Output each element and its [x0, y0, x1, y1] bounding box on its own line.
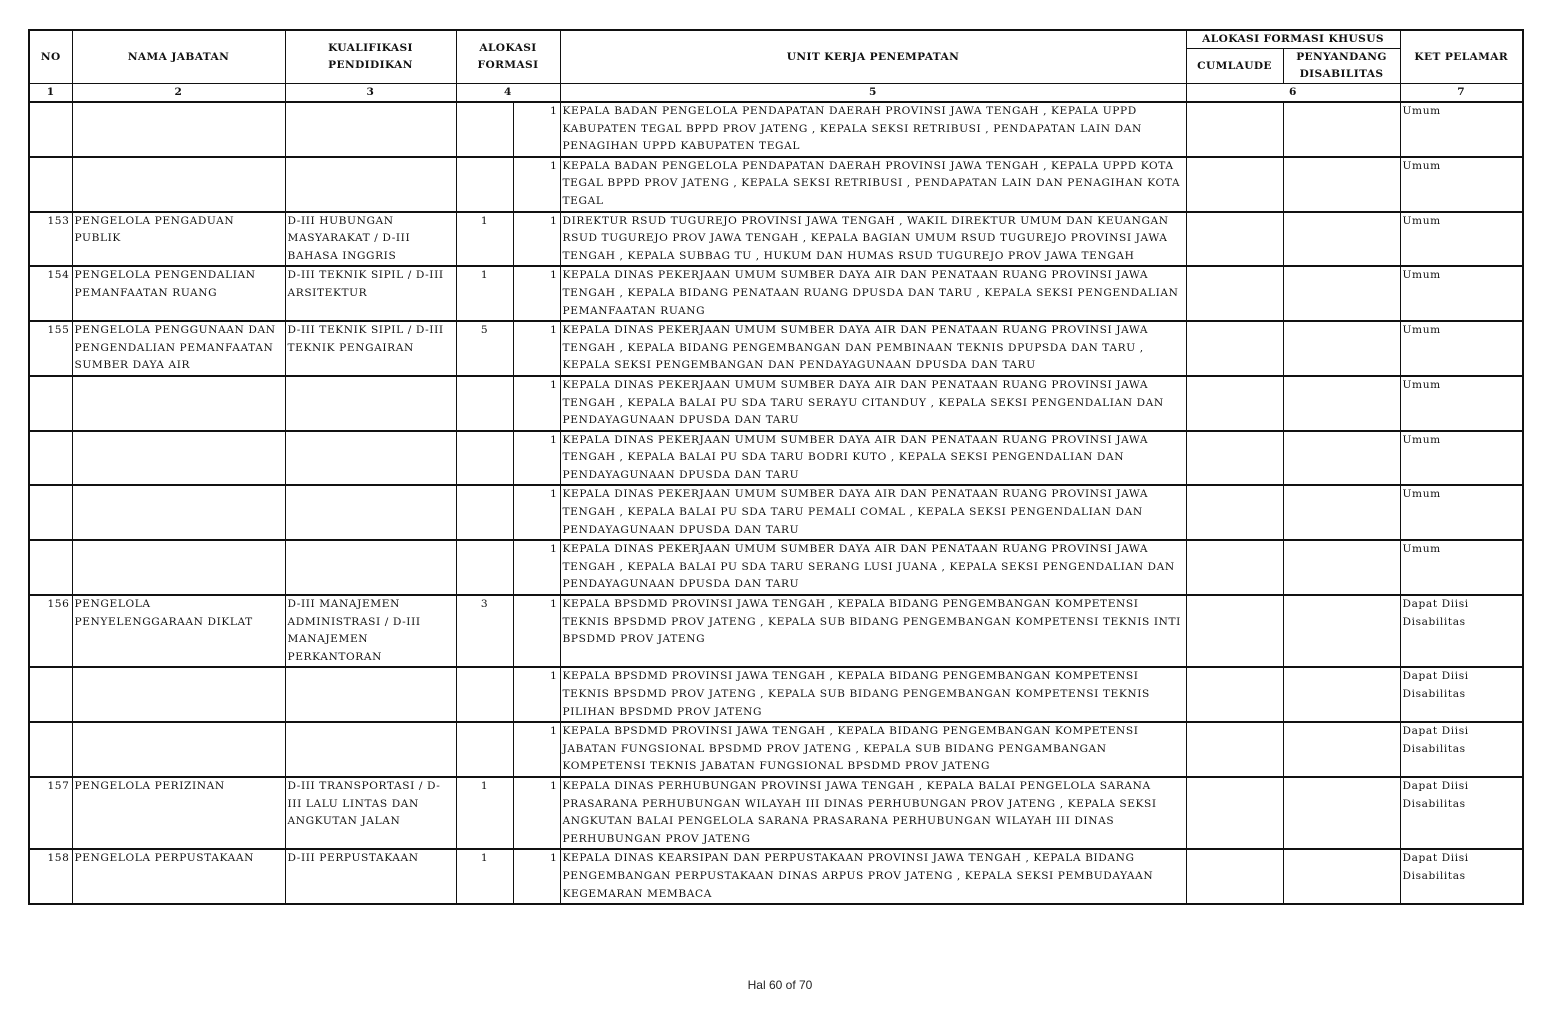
row-kualifikasi: D-III MANAJEMEN ADMINISTRASI / D-III MANAJEMEN PERKANTORAN [285, 595, 456, 667]
row-kualifikasi: D-III PERPUSTAKAAN [285, 849, 456, 904]
row-unit-kerja: KEPALA DINAS KEARSIPAN DAN PERPUSTAKAAN PROVINSI JAWA TENGAH , KEPALA BIDANG PENGEMBANGAN PERPUSTAKAAN DINAS ARPUS PROV JATENG , KEPALA SEKSI PEMBUDAYAAN KEGEMARAN MEMBACA [560, 849, 1186, 904]
row-cumlaude [1186, 722, 1283, 777]
row-kualifikasi [285, 667, 456, 722]
row-unit-kerja: KEPALA DINAS PEKERJAAN UMUM SUMBER DAYA AIR DAN PENATAAN RUANG PROVINSI JAWA TENGAH , KEPALA BALAI PU SDA TARU PEMALI COMAL , KEPALA SEKSI PENGENDALIAN DAN PENDAYAGUNAAN DPUSDA DAN TARU [560, 485, 1186, 540]
row-nama-jabatan [72, 667, 285, 722]
col-number: 1 [29, 84, 72, 103]
table-row [29, 321, 1523, 376]
header-no: NO [29, 30, 72, 84]
table-row [29, 540, 1523, 595]
row-alokasi-unit: 1 [513, 157, 560, 212]
row-alokasi [456, 376, 513, 431]
row-cumlaude [1186, 667, 1283, 722]
row-kualifikasi: D-III HUBUNGAN MASYARAKAT / D-III BAHASA INGGRIS [285, 212, 456, 267]
row-no: 156 [29, 595, 72, 667]
row-no: 155 [29, 321, 72, 376]
row-kualifikasi [285, 722, 456, 777]
row-ket: Umum [1400, 212, 1523, 267]
row-alokasi-unit: 1 [513, 667, 560, 722]
row-disabilitas [1283, 722, 1400, 777]
row-alokasi [456, 485, 513, 540]
row-nama-jabatan [72, 376, 285, 431]
row-alokasi [456, 431, 513, 486]
row-no: 153 [29, 212, 72, 267]
row-cumlaude [1186, 157, 1283, 212]
row-cumlaude [1186, 376, 1283, 431]
row-cumlaude [1186, 102, 1283, 157]
row-disabilitas [1283, 266, 1400, 321]
row-nama-jabatan: PENGELOLA PERIZINAN [72, 777, 285, 849]
header-ket: KET PELAMAR [1400, 30, 1523, 84]
header-alokasi-khusus: ALOKASI FORMASI KHUSUS [1186, 30, 1400, 49]
row-ket: Umum [1400, 102, 1523, 157]
row-alokasi-unit: 1 [513, 102, 560, 157]
row-alokasi-unit: 1 [513, 212, 560, 267]
row-nama-jabatan [72, 722, 285, 777]
row-ket: Dapat Diisi Disabilitas [1400, 849, 1523, 904]
row-kualifikasi [285, 540, 456, 595]
row-ket: Umum [1400, 376, 1523, 431]
row-cumlaude [1186, 212, 1283, 267]
row-disabilitas [1283, 667, 1400, 722]
row-nama-jabatan [72, 431, 285, 486]
row-no [29, 157, 72, 212]
row-alokasi-unit: 1 [513, 266, 560, 321]
row-unit-kerja: DIREKTUR RSUD TUGUREJO PROVINSI JAWA TENGAH , WAKIL DIREKTUR UMUM DAN KEUANGAN RSUD TUGUREJO PROV JAWA TENGAH , KEPALA BAGIAN UMUM RSUD TUGUREJO PROVINSI JAWA TENGAH , KEPALA SUBBAG TU , HUKUM DAN HUMAS RSUD TUGUREJO PROV JAWA TENGAH [560, 212, 1186, 267]
row-cumlaude [1186, 431, 1283, 486]
table-row [29, 485, 1523, 540]
col-number: 6 [1186, 84, 1400, 103]
row-ket: Umum [1400, 485, 1523, 540]
header-unit-kerja: UNIT KERJA PENEMPATAN [560, 30, 1186, 84]
row-alokasi-unit: 1 [513, 376, 560, 431]
row-ket: Dapat Diisi Disabilitas [1400, 667, 1523, 722]
row-alokasi [456, 540, 513, 595]
row-alokasi-unit: 1 [513, 722, 560, 777]
row-disabilitas [1283, 777, 1400, 849]
table-row [29, 849, 1523, 904]
row-no: 157 [29, 777, 72, 849]
row-no: 158 [29, 849, 72, 904]
row-disabilitas [1283, 485, 1400, 540]
row-nama-jabatan: PENGELOLA PENGADUAN PUBLIK [72, 212, 285, 267]
col-number: 3 [285, 84, 456, 103]
row-no [29, 667, 72, 722]
row-disabilitas [1283, 212, 1400, 267]
row-nama-jabatan [72, 102, 285, 157]
row-cumlaude [1186, 266, 1283, 321]
row-alokasi-unit: 1 [513, 849, 560, 904]
row-alokasi-unit: 1 [513, 485, 560, 540]
row-kualifikasi: D-III TRANSPORTASI / D-III LALU LINTAS DAN ANGKUTAN JALAN [285, 777, 456, 849]
row-unit-kerja: KEPALA DINAS PEKERJAAN UMUM SUMBER DAYA AIR DAN PENATAAN RUANG PROVINSI JAWA TENGAH , KEPALA BALAI PU SDA TARU BODRI KUTO , KEPALA SEKSI PENGENDALIAN DAN PENDAYAGUNAAN DPUSDA DAN TARU [560, 431, 1186, 486]
row-ket: Umum [1400, 431, 1523, 486]
row-no [29, 722, 72, 777]
row-disabilitas [1283, 321, 1400, 376]
row-disabilitas [1283, 849, 1400, 904]
row-alokasi [456, 722, 513, 777]
row-alokasi-unit: 1 [513, 321, 560, 376]
row-kualifikasi [285, 431, 456, 486]
header-nama-jabatan: NAMA JABATAN [72, 30, 285, 84]
row-ket: Umum [1400, 321, 1523, 376]
row-disabilitas [1283, 157, 1400, 212]
row-nama-jabatan: PENGELOLA PERPUSTAKAAN [72, 849, 285, 904]
row-alokasi-unit: 1 [513, 777, 560, 849]
row-kualifikasi [285, 485, 456, 540]
row-alokasi: 3 [456, 595, 513, 667]
row-alokasi: 1 [456, 266, 513, 321]
table-row [29, 376, 1523, 431]
column-number-row [29, 84, 1523, 103]
row-no [29, 431, 72, 486]
col-number: 5 [560, 84, 1186, 103]
table-row [29, 722, 1523, 777]
row-cumlaude [1186, 849, 1283, 904]
table-row [29, 595, 1523, 667]
row-cumlaude [1186, 777, 1283, 849]
header-alokasi: ALOKASI FORMASI [456, 30, 560, 84]
table-row [29, 431, 1523, 486]
row-alokasi [456, 102, 513, 157]
table-row [29, 266, 1523, 321]
row-alokasi: 1 [456, 212, 513, 267]
row-alokasi [456, 667, 513, 722]
row-kualifikasi [285, 102, 456, 157]
row-kualifikasi: D-III TEKNIK SIPIL / D-III TEKNIK PENGAIRAN [285, 321, 456, 376]
row-no [29, 102, 72, 157]
row-ket: Dapat Diisi Disabilitas [1400, 595, 1523, 667]
row-unit-kerja: KEPALA BADAN PENGELOLA PENDAPATAN DAERAH PROVINSI JAWA TENGAH , KEPALA UPPD KOTA TEGAL BPPD PROV JATENG , KEPALA SEKSI RETRIBUSI , PENDAPATAN LAIN DAN PENAGIHAN KOTA TEGAL [560, 157, 1186, 212]
table-row [29, 102, 1523, 157]
row-no [29, 485, 72, 540]
row-cumlaude [1186, 485, 1283, 540]
row-unit-kerja: KEPALA BADAN PENGELOLA PENDAPATAN DAERAH PROVINSI JAWA TENGAH , KEPALA UPPD KABUPATEN TEGAL BPPD PROV JATENG , KEPALA SEKSI RETRIBUSI , PENDAPATAN LAIN DAN PENAGIHAN UPPD KABUPATEN TEGAL [560, 102, 1186, 157]
col-number: 2 [72, 84, 285, 103]
row-nama-jabatan [72, 485, 285, 540]
row-unit-kerja: KEPALA DINAS PEKERJAAN UMUM SUMBER DAYA AIR DAN PENATAAN RUANG PROVINSI JAWA TENGAH , KEPALA BIDANG PENATAAN RUANG DPUSDA DAN TARU , KEPALA SEKSI PENGENDALIAN PEMANFAATAN RUANG [560, 266, 1186, 321]
formasi-table [28, 29, 1524, 905]
row-nama-jabatan [72, 157, 285, 212]
header-kualifikasi: KUALIFIKASI PENDIDIKAN [285, 30, 456, 84]
row-ket: Umum [1400, 157, 1523, 212]
row-alokasi-unit: 1 [513, 595, 560, 667]
row-kualifikasi [285, 157, 456, 212]
row-no: 154 [29, 266, 72, 321]
page-number: Hal 60 of 70 [747, 978, 813, 992]
row-ket: Umum [1400, 266, 1523, 321]
row-nama-jabatan: PENGELOLA PENGENDALIAN PEMANFAATAN RUANG [72, 266, 285, 321]
row-nama-jabatan: PENGELOLA PENGGUNAAN DAN PENGENDALIAN PEMANFAATAN SUMBER DAYA AIR [72, 321, 285, 376]
row-cumlaude [1186, 540, 1283, 595]
table-row [29, 667, 1523, 722]
row-alokasi-unit: 1 [513, 540, 560, 595]
row-unit-kerja: KEPALA DINAS PERHUBUNGAN PROVINSI JAWA TENGAH , KEPALA BALAI PENGELOLA SARANA PRASARANA PERHUBUNGAN WILAYAH III DINAS PERHUBUNGAN PROV JATENG , KEPALA SEKSI ANGKUTAN BALAI PENGELOLA SARANA PRASARANA PERHUBUNGAN WILAYAH III DINAS PERHUBUNGAN PROV JATENG [560, 777, 1186, 849]
row-kualifikasi [285, 376, 456, 431]
col-number: 4 [456, 84, 560, 103]
table-row [29, 157, 1523, 212]
row-ket: Dapat Diisi Disabilitas [1400, 722, 1523, 777]
table-row [29, 777, 1523, 849]
row-ket: Dapat Diisi Disabilitas [1400, 777, 1523, 849]
row-disabilitas [1283, 376, 1400, 431]
row-disabilitas [1283, 431, 1400, 486]
row-cumlaude [1186, 321, 1283, 376]
row-unit-kerja: KEPALA BPSDMD PROVINSI JAWA TENGAH , KEPALA BIDANG PENGEMBANGAN KOMPETENSI JABATAN FUNGSIONAL BPSDMD PROV JATENG , KEPALA SUB BIDANG PENGAMBANGAN KOMPETENSI TEKNIS JABATAN FUNGSIONAL BPSDMD PROV JATENG [560, 722, 1186, 777]
row-unit-kerja: KEPALA DINAS PEKERJAAN UMUM SUMBER DAYA AIR DAN PENATAAN RUANG PROVINSI JAWA TENGAH , KEPALA BIDANG PENGEMBANGAN DAN PEMBINAAN TEKNIS DPUPSDA DAN TARU , KEPALA SEKSI PENGEMBANGAN DAN PENDAYAGUNAAN DPUSDA DAN TARU [560, 321, 1186, 376]
row-alokasi [456, 157, 513, 212]
row-no [29, 376, 72, 431]
row-ket: Umum [1400, 540, 1523, 595]
row-disabilitas [1283, 102, 1400, 157]
row-alokasi-unit: 1 [513, 431, 560, 486]
header-disabilitas: PENYANDANG DISABILITAS [1283, 49, 1400, 84]
row-disabilitas [1283, 595, 1400, 667]
row-cumlaude [1186, 595, 1283, 667]
row-unit-kerja: KEPALA BPSDMD PROVINSI JAWA TENGAH , KEPALA BIDANG PENGEMBANGAN KOMPETENSI TEKNIS BPSDMD PROV JATENG , KEPALA SUB BIDANG PENGEMBANGAN KOMPETENSI TEKNIS INTI BPSDMD PROV JATENG [560, 595, 1186, 667]
row-unit-kerja: KEPALA DINAS PEKERJAAN UMUM SUMBER DAYA AIR DAN PENATAAN RUANG PROVINSI JAWA TENGAH , KEPALA BALAI PU SDA TARU SERANG LUSI JUANA , KEPALA SEKSI PENGENDALIAN DAN PENDAYAGUNAAN DPUSDA DAN TARU [560, 540, 1186, 595]
header-cumlaude: CUMLAUDE [1186, 49, 1283, 84]
row-alokasi: 1 [456, 777, 513, 849]
row-nama-jabatan [72, 540, 285, 595]
row-kualifikasi: D-III TEKNIK SIPIL / D-III ARSITEKTUR [285, 266, 456, 321]
table-row [29, 212, 1523, 267]
row-unit-kerja: KEPALA DINAS PEKERJAAN UMUM SUMBER DAYA AIR DAN PENATAAN RUANG PROVINSI JAWA TENGAH , KEPALA BALAI PU SDA TARU SERAYU CITANDUY , KEPALA SEKSI PENGENDALIAN DAN PENDAYAGUNAAN DPUSDA DAN TARU [560, 376, 1186, 431]
row-no [29, 540, 72, 595]
row-unit-kerja: KEPALA BPSDMD PROVINSI JAWA TENGAH , KEPALA BIDANG PENGEMBANGAN KOMPETENSI TEKNIS BPSDMD PROV JATENG , KEPALA SUB BIDANG PENGEMBANGAN KOMPETENSI TEKNIS PILIHAN BPSDMD PROV JATENG [560, 667, 1186, 722]
row-nama-jabatan: PENGELOLA PENYELENGGARAAN DIKLAT [72, 595, 285, 667]
row-alokasi: 1 [456, 849, 513, 904]
row-disabilitas [1283, 540, 1400, 595]
row-alokasi: 5 [456, 321, 513, 376]
col-number: 7 [1400, 84, 1523, 103]
